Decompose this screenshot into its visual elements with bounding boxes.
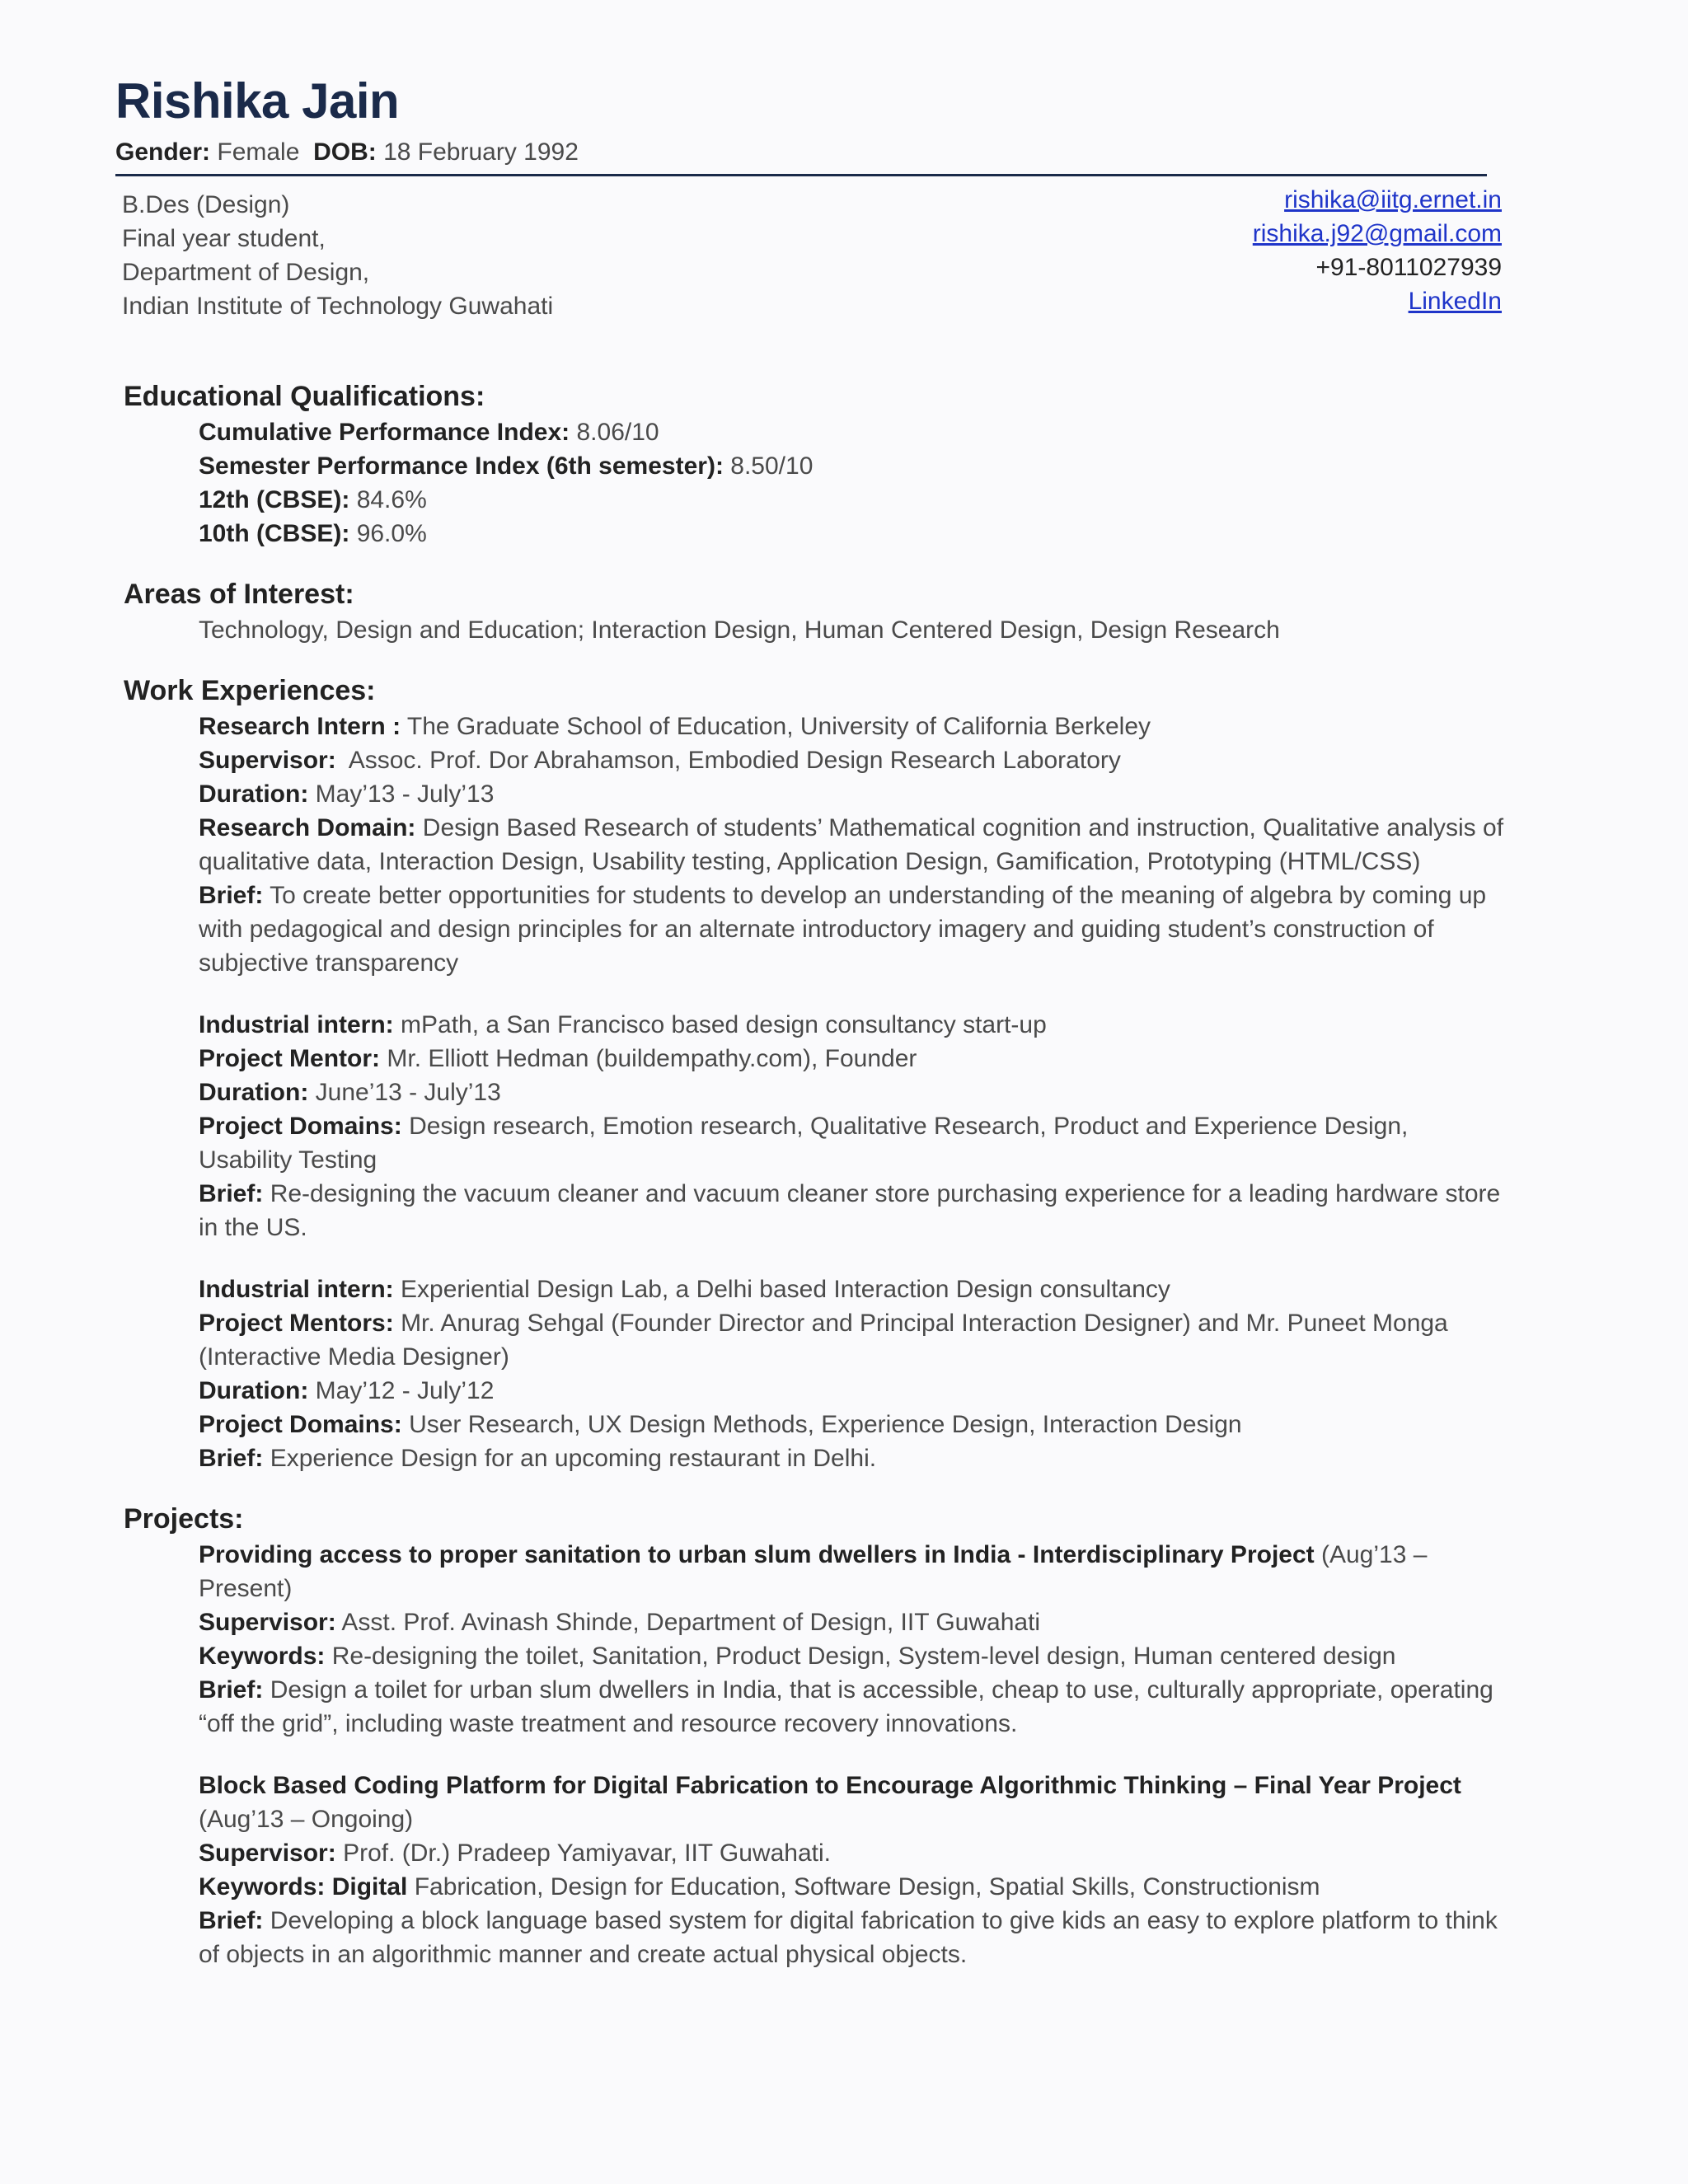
degree: B.Des (Design) (122, 191, 290, 218)
education-value: 84.6% (356, 486, 427, 513)
field-label: Industrial intern: (199, 1276, 394, 1303)
field-label: Research Intern : (199, 713, 401, 740)
work-field (199, 743, 1508, 777)
field-label: Project Domains: (199, 1113, 402, 1140)
field-label: Supervisor: (199, 1609, 336, 1636)
field-value: Asst. Prof. Avinash Shinde, Department of Design, IIT Guwahati (341, 1609, 1041, 1636)
field-label: Duration: (199, 780, 309, 808)
field-value: The Graduate School of Education, University of California Berkeley (406, 713, 1151, 740)
personal-details (115, 138, 579, 166)
linkedin-link[interactable]: LinkedIn (1408, 288, 1502, 315)
field-label: Supervisor: (199, 747, 336, 774)
field-value: Mr. Elliott Hedman (buildempathy.com), Founder (387, 1045, 917, 1072)
field-label: Brief: (199, 1445, 264, 1472)
field-label: Brief: (199, 882, 264, 909)
education-list (124, 415, 1508, 551)
projects-section (124, 1500, 1508, 1971)
field-value: mPath, a San Francisco based design consultancy start-up (401, 1011, 1047, 1038)
education-label: Semester Performance Index (6th semester): (199, 452, 724, 480)
project-heading (199, 1538, 1508, 1605)
field-value: May’12 - July’12 (315, 1377, 495, 1404)
field-value: Design Based Research of students’ Mathematical cognition and instruction, Qualitative analysis of qualitative data, Interaction Design, Usability testing, Application Design, Gamification, Prototyping (HTML/CSS) (199, 814, 1504, 875)
contact-block (1253, 183, 1502, 318)
projects-list (124, 1538, 1508, 1971)
education-value: 96.0% (356, 520, 427, 547)
gender-label: Gender: (115, 138, 211, 166)
work-field (199, 1109, 1508, 1177)
work-field (199, 1408, 1508, 1441)
field-label: Brief: (199, 1676, 264, 1704)
education-item (199, 517, 1508, 551)
education-item (199, 483, 1508, 517)
field-label: Industrial intern: (199, 1011, 394, 1038)
field-value: Assoc. Prof. Dor Abrahamson, Embodied Design Research Laboratory (348, 747, 1121, 774)
field-value: Fabrication, Design for Education, Software Design, Spatial Skills, Constructionism (414, 1873, 1320, 1900)
field-label: Duration: (199, 1079, 309, 1106)
education-item (199, 449, 1508, 483)
phone-number: +91-8011027939 (1315, 254, 1502, 281)
project-period: (Aug’13 – Ongoing) (199, 1806, 414, 1833)
affiliation-block (122, 188, 553, 323)
field-label: Project Mentor: (199, 1045, 381, 1072)
field-value: Mr. Anurag Sehgal (Founder Director and Principal Interaction Designer) and Mr. Puneet Monga (Interactive Media Designer) (199, 1310, 1448, 1371)
work-entry (199, 710, 1508, 980)
project-field (199, 1639, 1508, 1673)
candidate-name: Rishika Jain (115, 73, 400, 129)
work-entry (199, 1008, 1508, 1244)
project-field (199, 1870, 1508, 1904)
department: Department of Design, (122, 259, 370, 286)
dob-value: 18 February 1992 (383, 138, 579, 166)
field-label: Research Domain: (199, 814, 416, 841)
field-value: To create better opportunities for students to develop an understanding of the meaning of algebra by coming up with pedagogical and design principles for an alternate introductory imagery and guiding student’s construction of subjective transparency (199, 882, 1487, 977)
work-section (124, 672, 1508, 1475)
work-field (199, 879, 1508, 980)
dob-label: DOB: (313, 138, 377, 166)
resume-content (124, 377, 1508, 1996)
project-heading (199, 1769, 1508, 1836)
field-value: Re-designing the vacuum cleaner and vacuum cleaner store purchasing experience for a leading hardware store in the US. (199, 1180, 1501, 1241)
field-label: Keywords: (199, 1643, 326, 1670)
work-field (199, 1374, 1508, 1408)
email-link-secondary[interactable]: rishika.j92@gmail.com (1252, 220, 1502, 247)
work-field (199, 1008, 1508, 1042)
interests-text: Technology, Design and Education; Interaction Design, Human Centered Design, Design Research (199, 616, 1280, 644)
field-value: Experiential Design Lab, a Delhi based Interaction Design consultancy (401, 1276, 1170, 1303)
work-field (199, 1076, 1508, 1109)
field-label: Project Domains: (199, 1411, 402, 1438)
work-field (199, 1272, 1508, 1306)
institute: Indian Institute of Technology Guwahati (122, 293, 554, 320)
email-link-primary[interactable]: rishika@iitg.ernet.in (1284, 186, 1502, 213)
project-field (199, 1605, 1508, 1639)
field-value: Prof. (Dr.) Pradeep Yamiyavar, IIT Guwahati. (343, 1840, 831, 1867)
work-field (199, 1306, 1508, 1374)
project-title: Block Based Coding Platform for Digital Fabrication to Encourage Algorithmic Thinking – Final Year Project (199, 1772, 1461, 1799)
field-value: Developing a block language based system for digital fabrication to give kids an easy to explore platform to think of objects in an algorithmic manner and create actual physical objects. (199, 1907, 1498, 1968)
education-section (124, 377, 1508, 551)
interests-section (124, 575, 1508, 647)
project-field (199, 1904, 1508, 1971)
project-title: Providing access to proper sanitation to urban slum dwellers in India - Interdisciplinary Project (199, 1541, 1315, 1568)
field-value: Experience Design for an upcoming restaurant in Delhi. (270, 1445, 877, 1472)
education-label: 10th (CBSE): (199, 520, 350, 547)
field-value: User Research, UX Design Methods, Experience Design, Interaction Design (409, 1411, 1242, 1438)
work-field (199, 811, 1508, 879)
field-value: Design research, Emotion research, Qualitative Research, Product and Experience Design, Usability Testing (199, 1113, 1409, 1174)
field-label: Project Mentors: (199, 1310, 394, 1337)
work-field (199, 1441, 1508, 1475)
section-title-projects: Projects: (124, 1503, 244, 1535)
field-value: May’13 - July’13 (315, 780, 495, 808)
work-entry (199, 1272, 1508, 1475)
work-list (124, 710, 1508, 1475)
field-value: June’13 - July’13 (315, 1079, 501, 1106)
section-title-education: Educational Qualifications: (124, 381, 485, 412)
project-entry (199, 1769, 1508, 1971)
project-field (199, 1836, 1508, 1870)
education-label: Cumulative Performance Index: (199, 419, 570, 446)
section-title-work: Work Experiences: (124, 675, 376, 706)
field-label: Duration: (199, 1377, 309, 1404)
education-value: 8.06/10 (576, 419, 659, 446)
work-field (199, 1042, 1508, 1076)
field-value: Re-designing the toilet, Sanitation, Product Design, System-level design, Human centered design (331, 1643, 1396, 1670)
project-entry (199, 1538, 1508, 1741)
year-status: Final year student, (122, 225, 326, 252)
field-label: Brief: (199, 1907, 264, 1934)
header-divider (115, 174, 1487, 176)
gender-value: Female (217, 138, 300, 166)
education-label: 12th (CBSE): (199, 486, 350, 513)
work-field (199, 1177, 1508, 1244)
work-field (199, 777, 1508, 811)
education-value: 8.50/10 (730, 452, 814, 480)
field-value: Design a toilet for urban slum dwellers in India, that is accessible, cheap to use, culturally appropriate, operating “off the grid”, including waste treatment and resource recovery innovations. (199, 1676, 1493, 1737)
field-label: Keywords: Digital (199, 1873, 408, 1900)
field-label: Brief: (199, 1180, 264, 1207)
project-field (199, 1673, 1508, 1741)
project-period: (Aug’13 – Present) (199, 1541, 1428, 1602)
field-label: Supervisor: (199, 1840, 336, 1867)
education-item (199, 415, 1508, 449)
section-title-interests: Areas of Interest: (124, 579, 354, 610)
work-field (199, 710, 1508, 743)
